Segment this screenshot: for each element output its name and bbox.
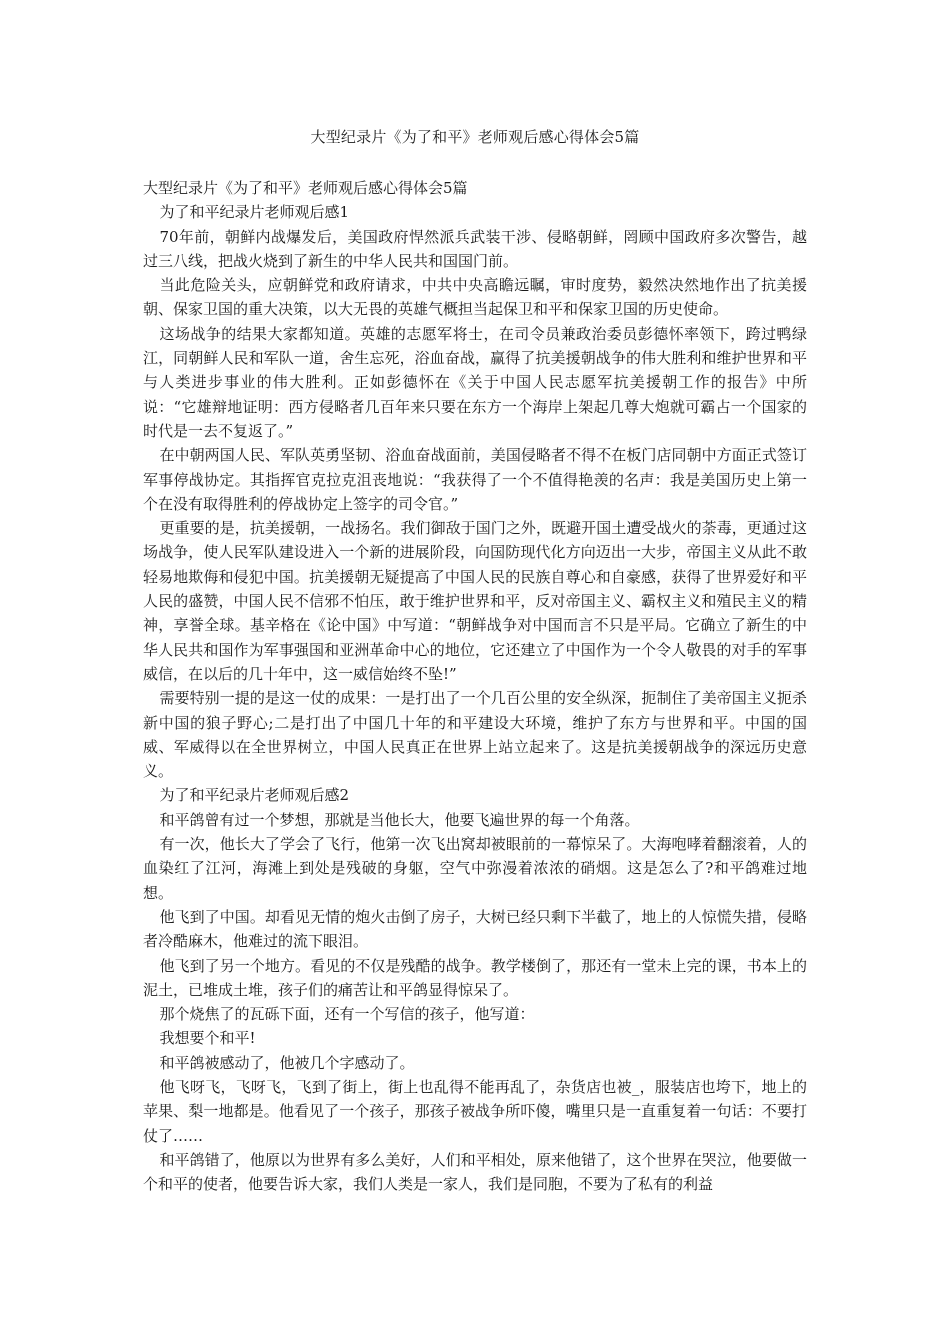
document-title: 大型纪录片《为了和平》老师观后感心得体会5篇: [310, 128, 640, 146]
section-heading-1: 为了和平纪录片老师观后感1: [159, 203, 350, 222]
section-heading-2: 为了和平纪录片老师观后感2: [159, 786, 350, 805]
paragraph: 那个烧焦了的瓦砾下面，还有一个写信的孩子，他写道：: [159, 1005, 535, 1024]
body-heading: 大型纪录片《为了和平》老师观后感心得体会5篇: [143, 179, 468, 197]
paragraph: 和平鸽曾有过一个梦想，那就是当他长大，他要飞遍世界的每一个角落。: [159, 810, 640, 829]
paragraph: 这场战争的结果大家都知道。英雄的志愿军将士，在司令员兼政治委员彭德怀率领下，跨过鸭绿江，同朝鲜人民和军队一道，舍生忘死，浴血奋战，赢得了抗美援朝战争的伟大胜利和维护世界和平与人类进步事业的伟大胜利。正如彭德怀在《关于中国人民志愿军抗美援朝工作的报告》中所说：“它雄辩地证明：西方侵略者几百年来只要在东方一个海岸上架起几尊大炮就可霸占一个国家的时代是一去不复返了。”: [143, 324, 807, 440]
paragraph: 当此危险关头，应朝鲜党和政府请求，中共中央高瞻远瞩，审时度势，毅然决然地作出了抗美援朝、保家卫国的重大决策，以大无畏的英雄气概担当起保卫和平和保家卫国的历史使命。: [143, 276, 807, 319]
paragraph: 和平鸽错了，他原以为世界有多么美好，人们和平相处，原来他错了，这个世界在哭泣，他要做一个和平的使者，他要告诉大家，我们人类是一家人，我们是同胞，不要为了私有的利益: [143, 1150, 807, 1194]
paragraph: 他飞到了中国。却看见无情的炮火击倒了房子，大树已经只剩下半截了，地上的人惊慌失措，侵略者冷酷麻木，他难过的流下眼泪。: [143, 907, 807, 951]
paragraph: 有一次，他长大了学会了飞行，他第一次飞出窝却被眼前的一幕惊呆了。大海咆哮着翻滚着，人的血染红了江河，海滩上到处是残破的身躯，空气中弥漫着浓浓的硝烟。这是怎么了?和平鸽难过地想。: [143, 835, 807, 902]
document-body: [143, 176, 807, 1196]
paragraph: 70年前，朝鲜内战爆发后，美国政府悍然派兵武装干涉、侵略朝鲜，罔顾中国政府多次警告，越过三八线，把战火烧到了新生的中华人民共和国国门前。: [143, 227, 807, 270]
paragraph: 他飞呀飞，飞呀飞，飞到了街上，街上也乱得不能再乱了，杂货店也被_，服装店也垮下，地上的苹果、梨一地都是。他看见了一个孩子，那孩子被战争所吓傻，嘴里只是一直重复着一句话：不要打仗了……: [143, 1077, 807, 1145]
paragraph: 和平鸽被感动了，他被几个字感动了。: [159, 1053, 415, 1072]
paragraph: 在中朝两国人民、军队英勇坚韧、浴血奋战面前，美国侵略者不得不在板门店同朝中方面正式签订军事停战协定。其指挥官克拉克沮丧地说：“我获得了一个不值得艳羡的名声：我是美国历史上第一个在没有取得胜利的停战协定上签字的司令官。”: [143, 446, 807, 513]
paragraph: 我想要个和平!: [159, 1029, 256, 1048]
paragraph: 需要特别一提的是这一仗的成果：一是打出了一个几百公里的安全纵深，扼制住了美帝国主义扼杀新中国的狼子野心;二是打出了中国几十年的和平建设大环境，维护了东方与世界和平。中国的国威、军威得以在全世界树立，中国人民真正在世界上站立起来了。这是抗美援朝战争的深远历史意义。: [143, 689, 807, 781]
paragraph: 他飞到了另一个地方。看见的不仅是残酷的战争。教学楼倒了，那还有一堂未上完的课，书本上的泥土，已堆成土堆，孩子们的痛苦让和平鸽显得惊呆了。: [143, 956, 807, 999]
paragraph: 更重要的是，抗美援朝，一战扬名。我们御敌于国门之外，既避开国土遭受战火的荼毒，更通过这场战争，使人民军队建设进入一个新的进展阶段，向国防现代化方向迈出一大步，帝国主义从此不敢轻易地欺侮和侵犯中国。抗美援朝无疑提高了中国人民的民族自尊心和自豪感，获得了世界爱好和平人民的盛赞，中国人民不信邪不怕压，敢于维护世界和平，反对帝国主义、霸权主义和殖民主义的精神，享誉全球。基辛格在《论中国》中写道：“朝鲜战争对中国而言不只是平局。它确立了新生的中华人民共和国作为军事强国和亚洲革命中心的地位，它还建立了中国作为一个令人敬畏的对手的军事威信，在以后的几十年中，这一威信始终不坠!”: [143, 519, 807, 683]
